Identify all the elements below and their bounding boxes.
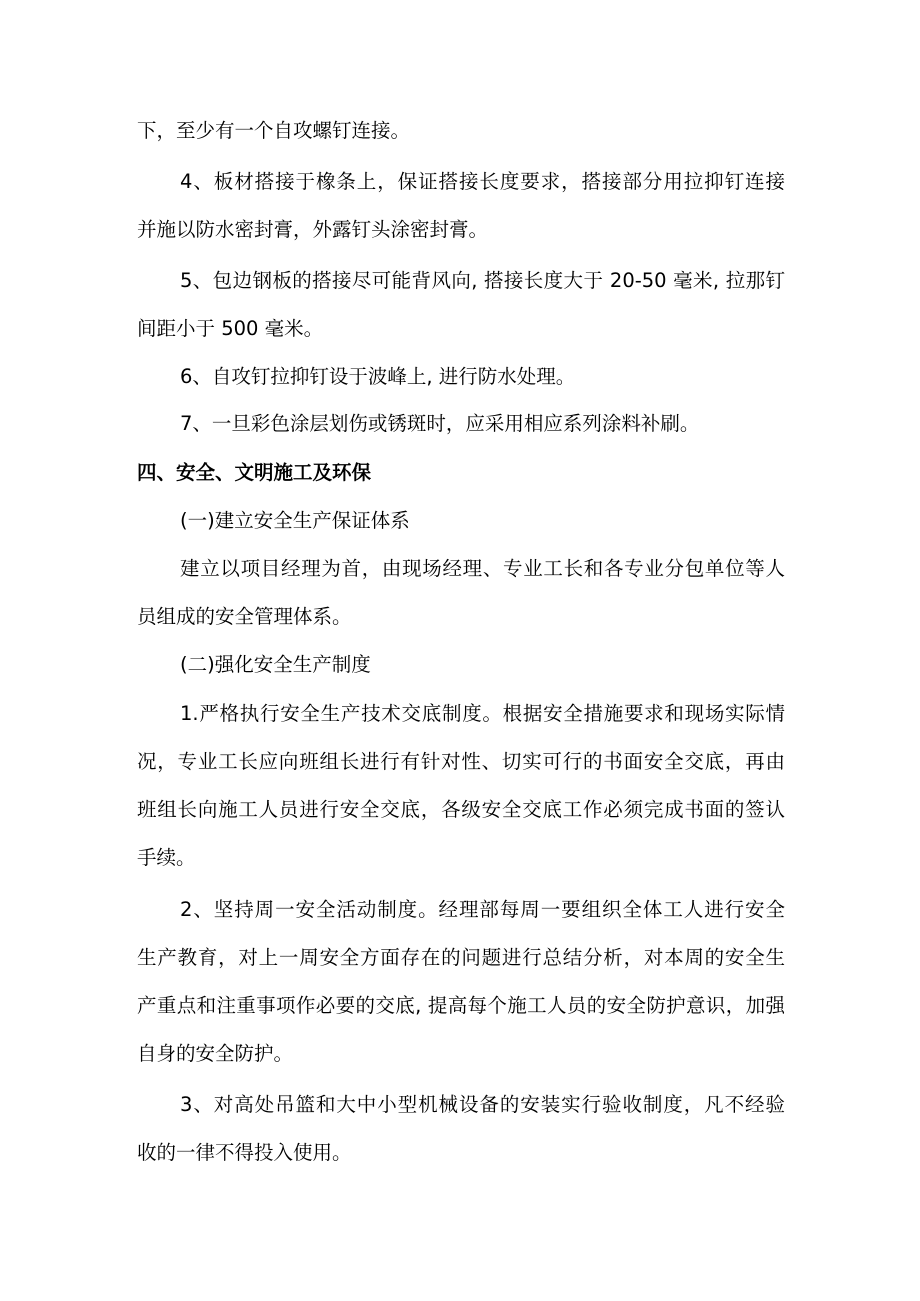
paragraph-continuation	[137, 107, 785, 155]
text-line: 并施以防水密封膏，外露钉头涂密封膏。	[137, 218, 489, 241]
text-line: 收的一律不得投入使用。	[137, 1141, 352, 1164]
text-line: 3、对高处吊篮和大中小型机械设备的安装实行验收制度，凡不经验	[180, 1093, 785, 1116]
text-line: 4、板材搭接于橡条上，保证搭接长度要求，搭接部分用拉抑钉连接	[180, 170, 785, 193]
subheading-text: (一)建立安全生产保证体系	[180, 509, 410, 532]
text-line: 2、坚持周一安全活动制度。经理部每周一要组织全体工人进行安全	[180, 898, 785, 921]
subheading-1	[137, 497, 785, 545]
paragraph-system	[137, 545, 785, 641]
text-line: 员组成的安全管理体系。	[137, 605, 352, 628]
text-line: 生产教育，对上一周安全方面存在的问题进行总结分析，对本周的安全生	[137, 946, 785, 969]
text-line: 班组长向施工人员进行安全交底，各级安全交底工作必须完成书面的签认	[137, 798, 785, 821]
paragraph-item-7	[137, 400, 785, 448]
paragraph-item-5	[137, 257, 785, 353]
paragraph-rule-1	[137, 690, 785, 882]
text-line: 况，专业工长应向班组长进行有针对性、切实可行的书面安全交底，再由	[137, 750, 785, 773]
text-line: 1.严格执行安全生产技术交底制度。根据安全措施要求和现场实际情	[180, 702, 785, 725]
text-line: 建立以项目经理为首，由现场经理、专业工长和各专业分包单位等人	[180, 557, 785, 580]
subheading-2	[137, 641, 785, 689]
text-line: 下，至少有一个自攻螺钉连接。	[137, 119, 411, 142]
text-line: 6、自攻钉拉抑钉设于波峰上, 进行防水处理。	[180, 365, 576, 388]
text-line: 自身的安全防护。	[137, 1042, 294, 1065]
paragraph-rule-3	[137, 1081, 785, 1177]
text-line: 7、一旦彩色涂层划伤或锈斑时，应采用相应系列涂料补刷。	[180, 412, 700, 435]
section-heading	[137, 449, 785, 497]
paragraph-item-4	[137, 158, 785, 254]
heading-text: 四、安全、文明施工及环保	[137, 461, 372, 484]
paragraph-rule-2	[137, 886, 785, 1078]
text-line: 手续。	[137, 846, 196, 869]
text-line: 间距小于 500 毫米。	[137, 317, 324, 340]
subheading-text: (二)强化安全生产制度	[180, 653, 371, 676]
text-line: 产重点和注重事项作必要的交底, 提高每个施工人员的安全防护意识，加强	[137, 994, 785, 1017]
text-line: 5、包边钢板的搭接尽可能背风向, 搭接长度大于 20-50 毫米, 拉那钉	[180, 269, 785, 292]
paragraph-item-6	[137, 353, 785, 401]
